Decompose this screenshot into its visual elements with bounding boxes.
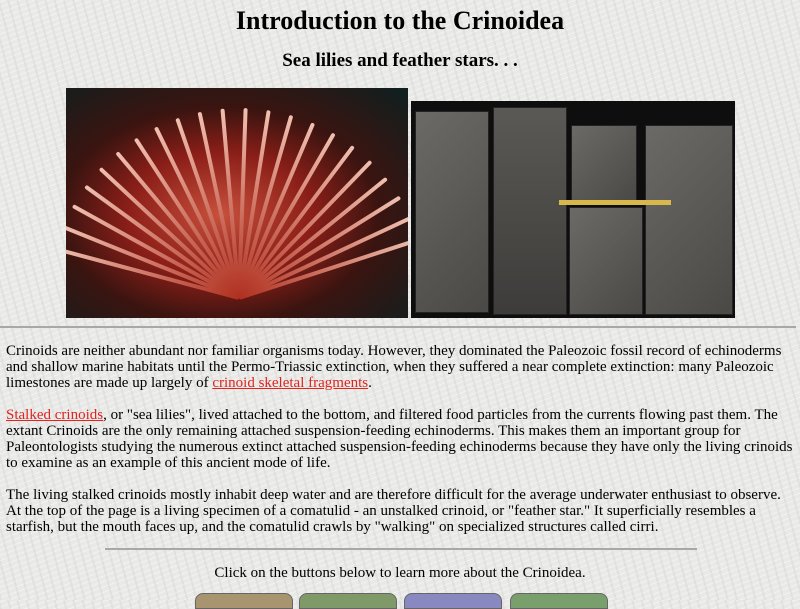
- crinoid-skeletal-fragments-link[interactable]: crinoid skeletal fragments: [212, 375, 369, 391]
- divider: [0, 326, 796, 328]
- page-subtitle: Sea lilies and feather stars. . .: [282, 50, 518, 71]
- divider: [105, 548, 697, 550]
- paragraph-stalked: [6, 407, 794, 471]
- stalked-crinoids-link[interactable]: Stalked crinoids: [6, 407, 104, 423]
- article-body: [6, 343, 794, 551]
- fossil-crinoids-photo: [411, 101, 735, 318]
- nav-button-1[interactable]: [195, 593, 293, 609]
- page-title: Introduction to the Crinoidea: [235, 6, 565, 35]
- text: .: [368, 375, 372, 391]
- text: , or "sea lilies", lived attached to the bottom, and filtered food particles from the currents flowing past them. The extant Crinoids are the only remaining attached suspension-feeding echinoderms. This makes them an important group for Paleontologists studying the numerous extinct attached suspension-feeding echinoderms because they have only the living crinoids to examine as an example of this ancient mode of life.: [6, 407, 793, 471]
- living-comatulid-photo: [66, 88, 408, 318]
- nav-button-2[interactable]: [299, 593, 397, 609]
- button-instruction: Click on the buttons below to learn more about the Crinoidea.: [214, 565, 586, 581]
- nav-button-3[interactable]: [404, 593, 502, 609]
- nav-button-4[interactable]: [510, 593, 608, 609]
- text: Crinoids are neither abundant nor familiar organisms today. However, they dominated the Paleozoic fossil record of echinoderms and shallow marine habitats until the Permo-Triassic extinction, when they suffered a near complete extinction: many Paleozoic limestones are made up largely of: [6, 343, 782, 391]
- paragraph-living: The living stalked crinoids mostly inhabit deep water and are therefore difficult for the average underwater enthusiast to observe. At the top of the page is a living specimen of a comatulid - an unstalked crinoid, or "feather star." It superficially resembles a starfish, but the mouth faces up, and the comatulid crawls by "walking" on specialized structures called cirri.: [6, 487, 781, 535]
- paragraph-intro: [6, 343, 794, 391]
